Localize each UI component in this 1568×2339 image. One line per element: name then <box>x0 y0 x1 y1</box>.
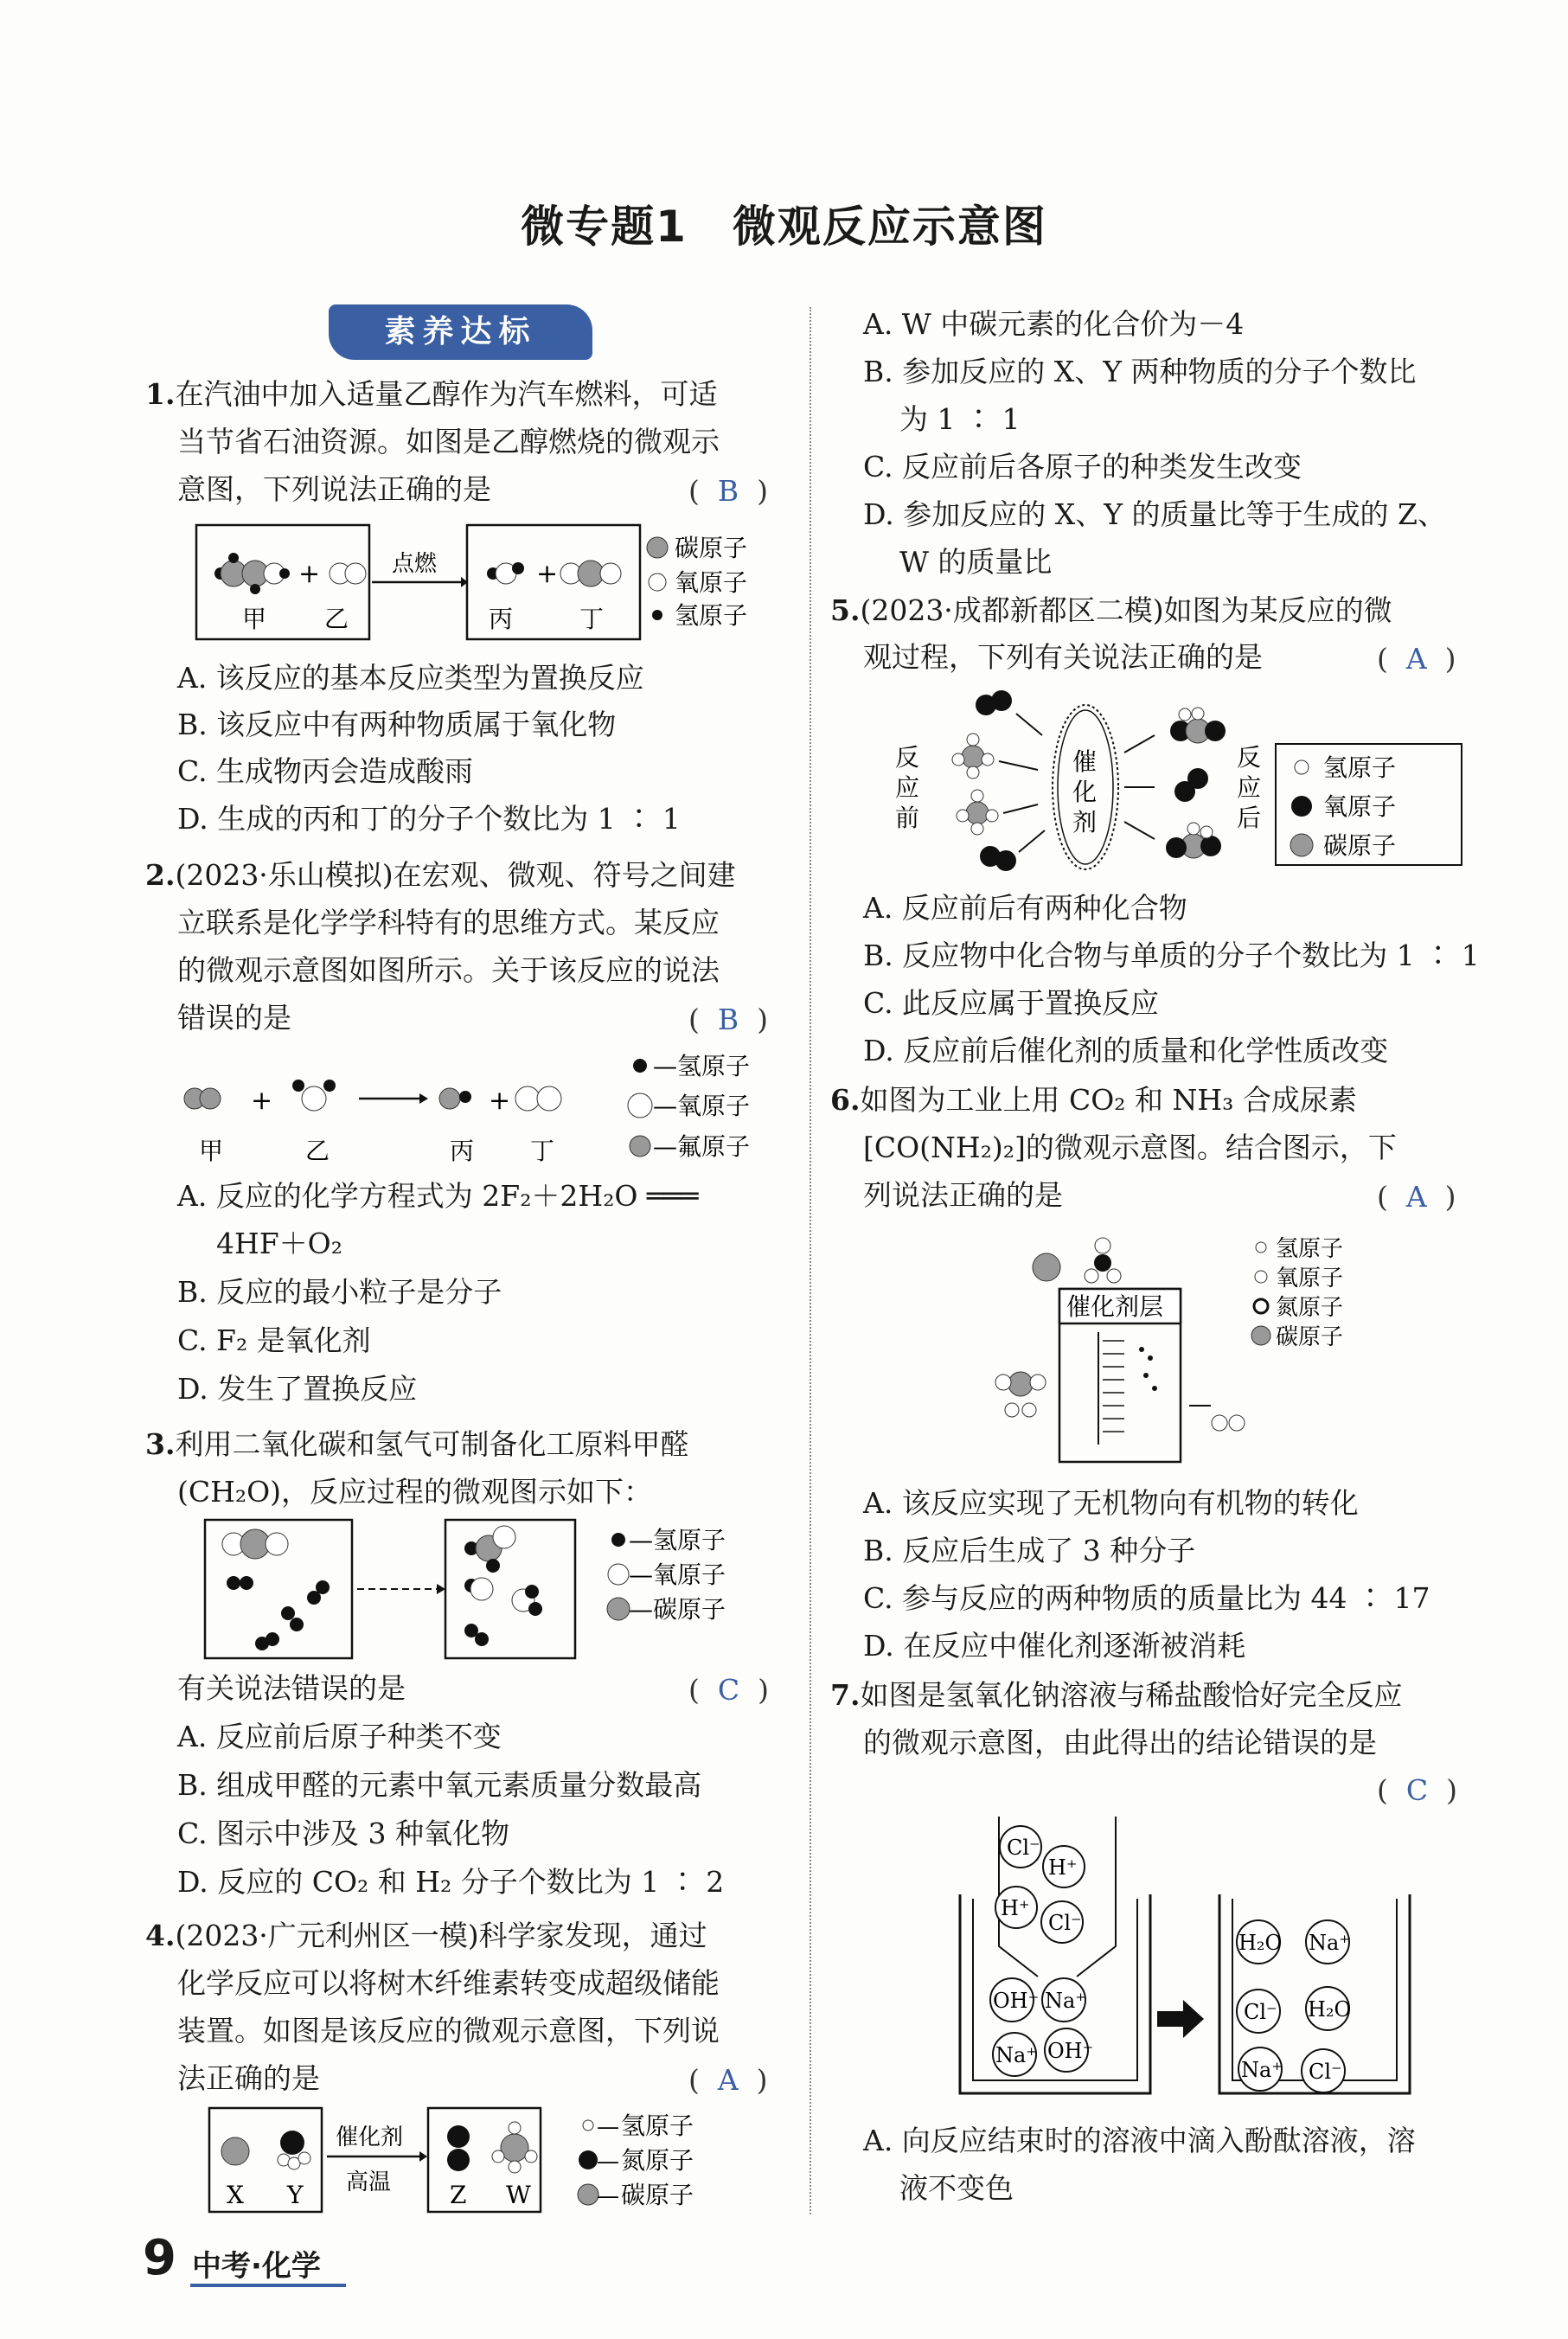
svg-text:氢原子: 氢原子 <box>677 1052 751 1080</box>
q2-option-c: C. F₂ 是氧化剂 <box>177 1323 371 1357</box>
q1-line-2: 当节省石油资源。如图是乙醇燃烧的微观示 <box>177 425 720 458</box>
svg-text:反: 反 <box>1237 743 1262 772</box>
q1-option-c: C. 生成物丙会造成酸雨 <box>177 754 474 788</box>
svg-text:H₂O: H₂O <box>1308 1997 1352 2022</box>
footer-book-title: 中考·化学 <box>192 2249 321 2284</box>
svg-text:碳原子: 碳原子 <box>1276 1324 1344 1350</box>
svg-text:氮原子: 氮原子 <box>1276 1295 1344 1321</box>
q4-label-z: Z <box>450 2181 467 2209</box>
q5-figure <box>891 683 1479 882</box>
svg-text:后: 后 <box>1237 804 1262 832</box>
q2-figure <box>177 1047 783 1168</box>
q3-option-d: D. 反应的 CO₂ 和 H₂ 分子个数比为 1 ∶ 2 <box>177 1865 725 1899</box>
svg-text:氢原子: 氢原子 <box>675 601 748 630</box>
svg-text:H⁺: H⁺ <box>1001 1896 1030 1920</box>
q1-option-b: B. 该反应中有两种物质属于氧化物 <box>177 708 617 741</box>
q4-line-2: 化学反应可以将树木纤维素转变成超级储能 <box>177 1966 720 2000</box>
svg-text:应: 应 <box>895 773 920 802</box>
q2-line-1: 2.(2023·乐山模拟)在宏观、微观、符号之间建 <box>145 858 736 892</box>
svg-text:OH⁻: OH⁻ <box>993 1989 1040 2013</box>
q3-option-a: A. 反应前后原子种类不变 <box>177 1720 502 1753</box>
q4-option-a: A. W 中碳元素的化合价为－4 <box>863 307 1245 341</box>
q2-line-3: 的微观示意图如图所示。关于该反应的说法 <box>177 953 720 987</box>
svg-text:H⁺: H⁺ <box>1048 1855 1078 1880</box>
svg-text:Cl⁻: Cl⁻ <box>1007 1836 1040 1860</box>
section-badge: 素养达标 <box>329 304 592 360</box>
q3-line-1: 3.利用二氧化碳和氢气可制备化工原料甲醛 <box>145 1427 689 1461</box>
svg-text:氧原子: 氧原子 <box>653 1560 726 1589</box>
q4-label-x: X <box>227 2181 244 2209</box>
svg-text:—: — <box>597 2183 619 2209</box>
svg-text:氧原子: 氧原子 <box>675 568 748 597</box>
svg-text:Cl⁻: Cl⁻ <box>1244 2000 1277 2024</box>
svg-text:+: + <box>489 1086 511 1116</box>
q6-line-3: 列说法正确的是 <box>863 1178 1063 1212</box>
q1-label-yi: 乙 <box>324 605 349 633</box>
svg-text:应: 应 <box>1237 773 1262 802</box>
q2-option-a-cont: 4HF＋O₂ <box>216 1227 342 1260</box>
q2-label-bing: 丙 <box>450 1137 475 1165</box>
svg-text:—: — <box>629 1595 653 1624</box>
svg-text:+: + <box>298 559 321 589</box>
q1-answer: ( B ) <box>688 474 768 508</box>
q6-figure <box>986 1228 1384 1479</box>
svg-text:氟原子: 氟原子 <box>677 1132 751 1161</box>
q4-option-b-cont: 为 1 ∶ 1 <box>899 402 1021 436</box>
q6-option-a: A. 该反应实现了无机物向有机物的转化 <box>863 1486 1359 1520</box>
svg-text:碳原子: 碳原子 <box>621 2181 694 2209</box>
q1-arrow-label: 点燃 <box>392 551 438 577</box>
q6-option-b: B. 反应后生成了 3 种分子 <box>863 1534 1196 1567</box>
svg-text:氧原子: 氧原子 <box>1323 792 1397 821</box>
q3-stem-2: 有关说法错误的是 <box>177 1671 406 1705</box>
q6-answer: ( A ) <box>1377 1180 1456 1214</box>
svg-text:Na⁺: Na⁺ <box>1045 1989 1086 2013</box>
svg-text:Na⁺: Na⁺ <box>995 2043 1037 2067</box>
q3-figure <box>203 1518 774 1665</box>
svg-text:剂: 剂 <box>1072 808 1098 836</box>
q3-answer: ( C ) <box>688 1673 769 1707</box>
q6-line-2: [CO(NH₂)₂]的微观示意图。结合图示，下 <box>863 1131 1397 1164</box>
q4-figure <box>208 2106 778 2219</box>
svg-text:H₂O: H₂O <box>1238 1931 1283 1955</box>
q4-arrow-bottom: 高温 <box>346 2169 392 2195</box>
svg-text:碳原子: 碳原子 <box>1323 831 1397 860</box>
footer-underline <box>190 2284 346 2287</box>
q4-line-3: 装置。如图是该反应的微观示意图，下列说 <box>177 2014 720 2047</box>
svg-text:氧原子: 氧原子 <box>1276 1266 1344 1291</box>
svg-text:化: 化 <box>1072 778 1098 806</box>
svg-text:—: — <box>653 1132 677 1161</box>
q5-option-b: B. 反应物中化合物与单质的分子个数比为 1 ∶ 1 <box>863 939 1480 972</box>
q5-line-2: 观过程，下列有关说法正确的是 <box>863 640 1263 674</box>
svg-text:—: — <box>597 2149 619 2175</box>
q1-line-3: 意图，下列说法正确的是 <box>177 472 491 506</box>
svg-text:Na⁺: Na⁺ <box>1241 2058 1283 2082</box>
svg-text:氢原子: 氢原子 <box>1276 1236 1344 1262</box>
svg-text:碳原子: 碳原子 <box>653 1595 726 1624</box>
q5-answer: ( A ) <box>1377 642 1456 676</box>
svg-text:前: 前 <box>895 804 920 832</box>
q6-option-d: D. 在反应中催化剂逐渐被消耗 <box>863 1629 1246 1663</box>
q2-label-yi: 乙 <box>305 1137 330 1165</box>
svg-text:氢原子: 氢原子 <box>621 2112 694 2140</box>
q4-option-b: B. 参加反应的 X、Y 两种物质的分子个数比 <box>863 355 1417 388</box>
q7-line-1: 7.如图是氢氧化钠溶液与稀盐酸恰好完全反应 <box>830 1678 1403 1712</box>
q1-option-d: D. 生成的丙和丁的分子个数比为 1 ∶ 1 <box>177 802 681 836</box>
svg-text:氢原子: 氢原子 <box>653 1526 726 1554</box>
svg-text:—: — <box>629 1560 653 1589</box>
q2-option-b: B. 反应的最小粒子是分子 <box>177 1275 502 1309</box>
q4-option-d-cont: W 的质量比 <box>899 545 1053 579</box>
q1-label-bing: 丙 <box>489 605 514 633</box>
q3-option-b: B. 组成甲醛的元素中氧元素质量分数最高 <box>177 1768 702 1802</box>
q2-option-a: A. 反应的化学方程式为 2F₂＋2H₂O ═══ <box>177 1179 699 1213</box>
svg-text:—: — <box>629 1526 653 1554</box>
q1-line-1: 1.在汽油中加入适量乙醇作为汽车燃料，可适 <box>145 377 718 411</box>
q3-line-2: (CH₂O)，反应过程的微观图示如下： <box>177 1475 653 1509</box>
q4-arrow-top: 催化剂 <box>336 2124 404 2150</box>
page-title: 微专题1 微观反应示意图 <box>521 202 1047 252</box>
svg-text:Cl⁻: Cl⁻ <box>1048 1911 1082 1935</box>
svg-text:—: — <box>653 1052 677 1080</box>
q5-option-d: D. 反应前后催化剂的质量和化学性质改变 <box>863 1034 1389 1067</box>
q2-answer: ( B ) <box>688 1003 768 1036</box>
q7-figure <box>934 1817 1470 2111</box>
svg-text:氮原子: 氮原子 <box>621 2146 694 2175</box>
q5-catalyst-1: 催 <box>1072 747 1098 776</box>
q5-before-label: 反 <box>895 743 920 772</box>
svg-text:OH⁻: OH⁻ <box>1047 2039 1094 2063</box>
page-number: 9 <box>143 2230 176 2286</box>
svg-text:—: — <box>653 1092 677 1120</box>
svg-text:+: + <box>251 1086 273 1116</box>
svg-text:氢原子: 氢原子 <box>1323 753 1397 782</box>
q7-answer: ( C ) <box>1377 1773 1457 1807</box>
q2-line-2: 立联系是化学学科特有的思维方式。某反应 <box>177 906 720 939</box>
q1-label-jia: 甲 <box>242 605 267 633</box>
q5-option-a: A. 反应前后有两种化合物 <box>863 891 1187 925</box>
q2-line-4: 错误的是 <box>177 1001 291 1035</box>
q4-label-y: Y <box>287 2181 304 2209</box>
column-divider <box>810 307 811 2214</box>
q7-option-a-cont: 液不变色 <box>899 2171 1014 2205</box>
svg-text:碳原子: 碳原子 <box>675 534 748 562</box>
q4-line-4: 法正确的是 <box>177 2061 320 2095</box>
q5-option-c: C. 此反应属于置换反应 <box>863 986 1160 1020</box>
q6-line-1: 6.如图为工业上用 CO₂ 和 NH₃ 合成尿素 <box>830 1083 1357 1117</box>
q6-option-c: C. 参与反应的两种物质的质量比为 44 ∶ 17 <box>863 1581 1430 1615</box>
q4-option-d: D. 参加反应的 X、Y 的质量比等于生成的 Z、 <box>863 497 1446 531</box>
q7-option-a: A. 向反应结束时的溶液中滴入酚酞溶液，溶 <box>863 2124 1416 2157</box>
q2-label-ding: 丁 <box>530 1137 555 1165</box>
svg-text:Na⁺: Na⁺ <box>1309 1931 1350 1955</box>
q4-label-w: W <box>506 2181 531 2209</box>
q1-option-a: A. 该反应的基本反应类型为置换反应 <box>177 661 644 695</box>
q4-line-1: 4.(2023·广元利州区一模)科学家发现，通过 <box>145 1919 707 1952</box>
svg-text:Cl⁻: Cl⁻ <box>1309 2060 1342 2084</box>
q4-option-c: C. 反应前后各原子的种类发生改变 <box>863 450 1302 484</box>
svg-text:+: + <box>536 559 559 589</box>
q1-figure <box>195 523 765 644</box>
q6-catalyst-layer: 催化剂层 <box>1066 1292 1164 1321</box>
q5-line-1: 5.(2023·成都新都区二模)如图为某反应的微 <box>830 593 1392 627</box>
q7-line-2: 的微观示意图，由此得出的结论错误的是 <box>863 1726 1377 1759</box>
svg-text:氧原子: 氧原子 <box>677 1092 751 1120</box>
q3-option-c: C. 图示中涉及 3 种氧化物 <box>177 1817 510 1850</box>
svg-text:—: — <box>597 2114 619 2140</box>
q4-answer: ( A ) <box>688 2063 768 2097</box>
q2-option-d: D. 发生了置换反应 <box>177 1372 418 1406</box>
q2-label-jia: 甲 <box>199 1137 224 1165</box>
q1-label-ding: 丁 <box>579 605 605 633</box>
